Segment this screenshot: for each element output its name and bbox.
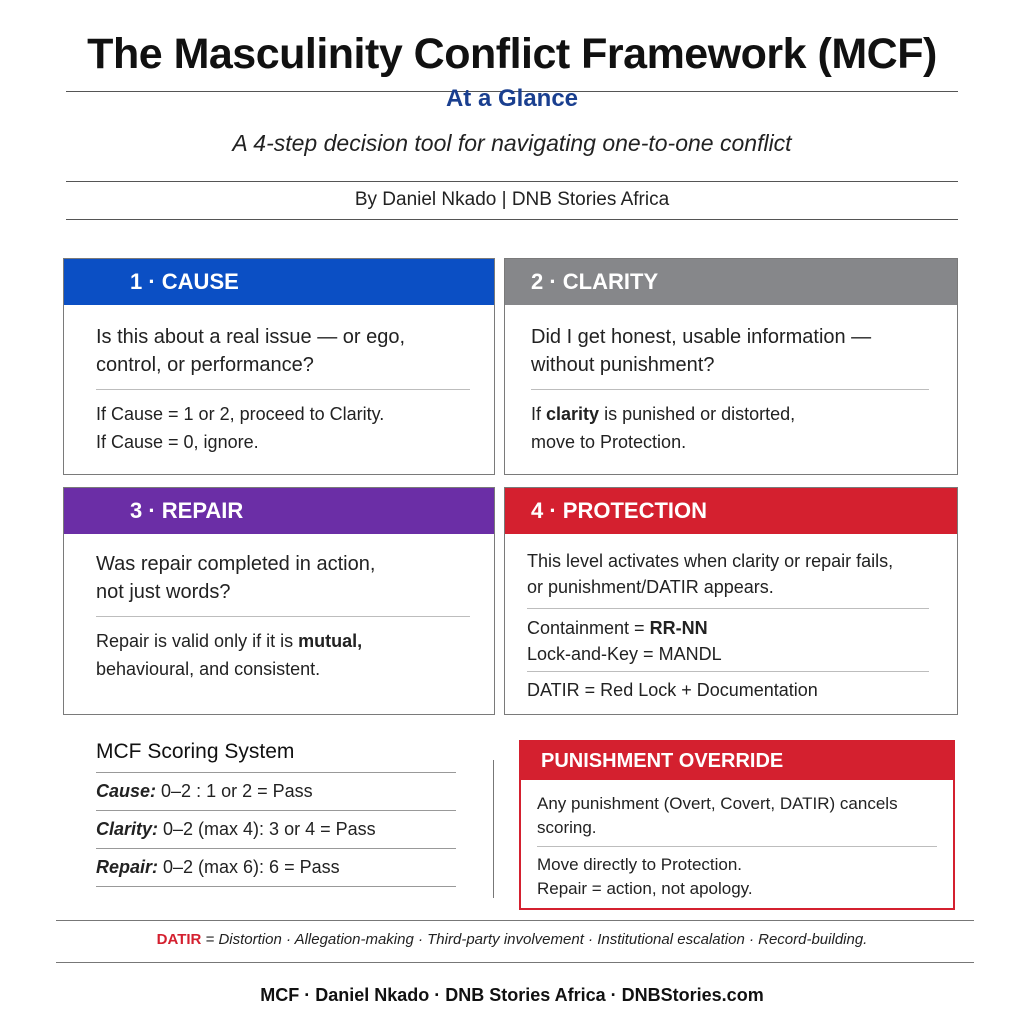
card-header bbox=[505, 488, 957, 534]
divider bbox=[96, 616, 470, 617]
rule-emphasis: RR-NN bbox=[649, 618, 708, 638]
rule-line bbox=[531, 400, 957, 428]
datir-text: = Distortion · Allegation-making · Third-party involvement · Institutional escalation · Record-building. bbox=[201, 931, 868, 948]
card-body bbox=[505, 305, 957, 456]
card-rule bbox=[96, 400, 494, 456]
divider bbox=[527, 608, 929, 609]
rule-text: Repair is valid only if it is bbox=[96, 631, 299, 651]
vertical-divider bbox=[493, 760, 494, 898]
divider bbox=[56, 962, 974, 963]
divider bbox=[537, 846, 937, 847]
card-cause bbox=[63, 258, 495, 475]
score-text: 0–2 : 1 or 2 = Pass bbox=[156, 781, 313, 801]
rule-line: Lock-and-Key = MANDL bbox=[527, 644, 722, 664]
score-line bbox=[96, 781, 466, 802]
rule-text: is punished or distorted, bbox=[599, 404, 796, 424]
card-rule bbox=[96, 627, 494, 683]
question-line: Did I get honest, usable information — bbox=[531, 326, 872, 348]
card-header-label: 3 · REPAIR bbox=[130, 498, 244, 523]
divider bbox=[96, 886, 456, 887]
punishment-override-box bbox=[519, 740, 955, 910]
override-body bbox=[521, 780, 953, 901]
rule-line: move to Protection. bbox=[531, 432, 687, 452]
page-title: The Masculinity Conflict Framework (MCF) bbox=[87, 30, 937, 78]
score-line bbox=[96, 819, 466, 840]
score-key: Cause: bbox=[96, 781, 157, 801]
override-line: Repair = action, not apology. bbox=[537, 879, 753, 898]
card-rule bbox=[531, 400, 957, 456]
scoring-title: MCF Scoring System bbox=[96, 740, 295, 763]
divider bbox=[531, 389, 929, 390]
card-clarity bbox=[504, 258, 958, 475]
card-repair bbox=[63, 487, 495, 715]
card-question bbox=[531, 323, 957, 379]
datir-definition bbox=[0, 931, 1024, 948]
divider bbox=[96, 848, 456, 849]
score-key: Repair: bbox=[96, 857, 159, 877]
score-line bbox=[96, 857, 466, 878]
tagline: A 4-step decision tool for navigating one-to-one conflict bbox=[232, 130, 792, 156]
scoring-section bbox=[96, 740, 466, 887]
rule-line bbox=[527, 615, 957, 641]
rule-line bbox=[96, 627, 494, 655]
card-body bbox=[64, 534, 494, 683]
score-text: 0–2 (max 4): 3 or 4 = Pass bbox=[158, 819, 376, 839]
rule-line: If Cause = 1 or 2, proceed to Clarity. bbox=[96, 404, 385, 424]
card-header bbox=[64, 488, 494, 534]
card-header-label: 2 · CLARITY bbox=[531, 269, 659, 294]
card-question bbox=[96, 323, 494, 379]
card-header-label: 4 · PROTECTION bbox=[531, 498, 708, 523]
rule-emphasis: mutual, bbox=[298, 631, 363, 651]
divider bbox=[527, 671, 929, 672]
question-line: not just words? bbox=[96, 581, 231, 603]
byline: By Daniel Nkado | DNB Stories Africa bbox=[354, 189, 670, 210]
card-header bbox=[64, 259, 494, 305]
card-header bbox=[505, 259, 957, 305]
override-header: PUNISHMENT OVERRIDE bbox=[521, 742, 953, 780]
rule-text: If bbox=[531, 404, 547, 424]
card-header-label: 1 · CAUSE bbox=[130, 269, 239, 294]
card-body bbox=[505, 534, 957, 704]
question-line: without punishment? bbox=[531, 354, 715, 376]
question-line: This level activates when clarity or repair fails, bbox=[527, 551, 894, 571]
divider bbox=[56, 920, 974, 921]
divider bbox=[66, 181, 958, 182]
footer-credit: MCF · Daniel Nkado · DNB Stories Africa · DNBStories.com bbox=[260, 985, 764, 1005]
card-question bbox=[96, 550, 494, 606]
card-protection bbox=[504, 487, 958, 715]
score-key: Clarity: bbox=[96, 819, 159, 839]
question-line: Was repair completed in action, bbox=[96, 553, 376, 575]
question-line: control, or performance? bbox=[96, 354, 314, 376]
card-rule bbox=[527, 615, 957, 667]
override-line: Move directly to Protection. bbox=[537, 855, 743, 874]
divider bbox=[96, 389, 470, 390]
datir-key: DATIR bbox=[156, 931, 202, 948]
divider bbox=[96, 810, 456, 811]
score-text: 0–2 (max 6): 6 = Pass bbox=[158, 857, 340, 877]
question-line: Is this about a real issue — or ego, bbox=[96, 326, 406, 348]
rule-line: If Cause = 0, ignore. bbox=[96, 432, 259, 452]
rule-line: behavioural, and consistent. bbox=[96, 659, 321, 679]
question-line: or punishment/DATIR appears. bbox=[527, 577, 774, 597]
divider bbox=[66, 219, 958, 220]
override-line: scoring. bbox=[537, 818, 597, 837]
rule-text: Containment = bbox=[527, 618, 650, 638]
card-question bbox=[527, 548, 957, 600]
rule-line: DATIR = Red Lock + Documentation bbox=[527, 680, 818, 700]
card-body bbox=[64, 305, 494, 456]
override-line: Any punishment (Overt, Covert, DATIR) cancels bbox=[537, 794, 898, 813]
page-subtitle: At a Glance bbox=[445, 85, 579, 112]
divider bbox=[96, 772, 456, 773]
rule-emphasis: clarity bbox=[546, 404, 600, 424]
